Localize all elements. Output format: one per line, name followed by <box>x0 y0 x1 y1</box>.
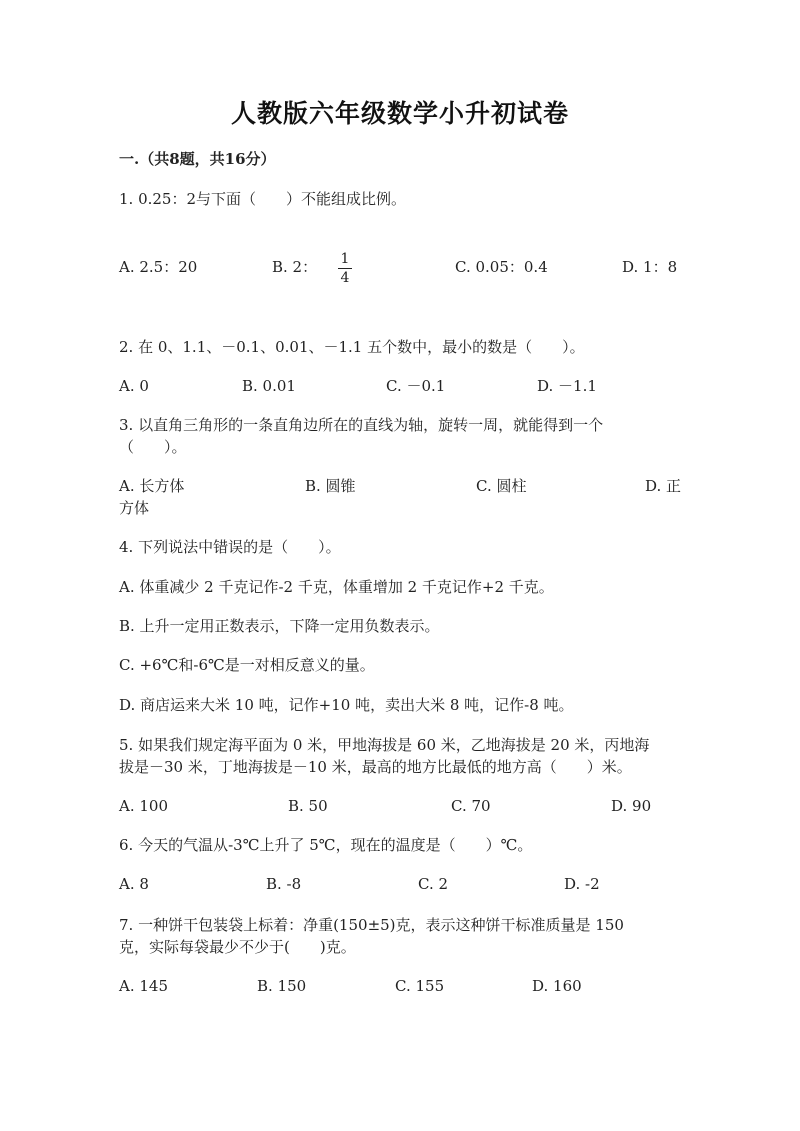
question-7-option-a: A. 145 <box>119 977 168 995</box>
question-1-option-d: D. 1：8 <box>622 258 678 276</box>
question-7-option-d: D. 160 <box>532 977 582 995</box>
question-3-stem-line-1: 3. 以直角三角形的一条直角边所在的直线为轴，旋转一周，就能得到一个 <box>119 416 604 434</box>
question-3-option-c: C. 圆柱 <box>476 477 527 495</box>
fraction-denominator: 4 <box>340 270 350 286</box>
question-4-option-c: C. +6℃和-6℃是一对相反意义的量。 <box>119 656 375 674</box>
question-2-option-b: B. 0.01 <box>242 377 296 395</box>
question-3-option-d: D. 正 <box>645 477 682 495</box>
question-3-option-a: A. 长方体 <box>119 477 185 495</box>
question-5-stem-line-2: 拔是－30 米，丁地海拔是－10 米，最高的地方比最低的地方高（ ）米。 <box>119 758 632 776</box>
question-6-option-b: B. -8 <box>266 875 302 893</box>
question-2-option-a: A. 0 <box>119 377 149 395</box>
question-6-option-c: C. 2 <box>418 875 449 893</box>
question-7-stem-line-1: 7. 一种饼干包装袋上标着：净重(150±5)克，表示这种饼干标准质量是 150 <box>119 916 624 934</box>
question-1-option-a: A. 2.5：20 <box>119 258 198 276</box>
question-2-stem: 2. 在 0、1.1、－0.1、0.01、－1.1 五个数中，最小的数是（ ）。 <box>119 338 585 356</box>
question-1-stem: 1. 0.25：2与下面（ ）不能组成比例。 <box>119 190 407 208</box>
question-6-option-d: D. -2 <box>564 875 600 893</box>
question-1-option-c: C. 0.05：0.4 <box>455 258 548 276</box>
fraction-bar <box>338 268 352 269</box>
question-3-stem-line-2: （ ）。 <box>119 438 187 456</box>
question-5-option-d: D. 90 <box>611 797 652 815</box>
page-title: 人教版六年级数学小升初试卷 <box>230 99 569 128</box>
question-3-option-d-wrap: 方体 <box>119 499 150 517</box>
question-1-option-b: B. 2： <box>272 258 318 276</box>
question-6-stem: 6. 今天的气温从-3℃上升了 5℃，现在的温度是（ ）℃。 <box>119 836 533 854</box>
question-3-option-b: B. 圆锥 <box>305 477 356 495</box>
question-1-fraction <box>338 251 352 286</box>
fraction-numerator: 1 <box>340 251 350 267</box>
question-5-stem-line-1: 5. 如果我们规定海平面为 0 米，甲地海拔是 60 米，乙地海拔是 20 米，丙地海 <box>119 736 650 754</box>
question-5-option-b: B. 50 <box>288 797 328 815</box>
question-4-option-d: D. 商店运来大米 10 吨，记作+10 吨，卖出大米 8 吨，记作-8 吨。 <box>119 696 574 714</box>
question-5-option-c: C. 70 <box>451 797 491 815</box>
question-7-stem-line-2: 克，实际每袋最少不少于( )克。 <box>119 938 356 956</box>
question-4-stem: 4. 下列说法中错误的是（ ）。 <box>119 538 341 556</box>
question-2-option-c: C. －0.1 <box>386 377 446 395</box>
section-heading: 一.（共8题，共16分） <box>119 150 276 168</box>
question-5-option-a: A. 100 <box>119 797 168 815</box>
question-2-option-d: D. －1.1 <box>537 377 597 395</box>
question-7-option-c: C. 155 <box>395 977 445 995</box>
question-7-option-b: B. 150 <box>257 977 307 995</box>
question-6-option-a: A. 8 <box>119 875 149 893</box>
question-4-option-a: A. 体重减少 2 千克记作-2 千克，体重增加 2 千克记作+2 千克。 <box>119 578 554 596</box>
question-4-option-b: B. 上升一定用正数表示，下降一定用负数表示。 <box>119 617 440 635</box>
